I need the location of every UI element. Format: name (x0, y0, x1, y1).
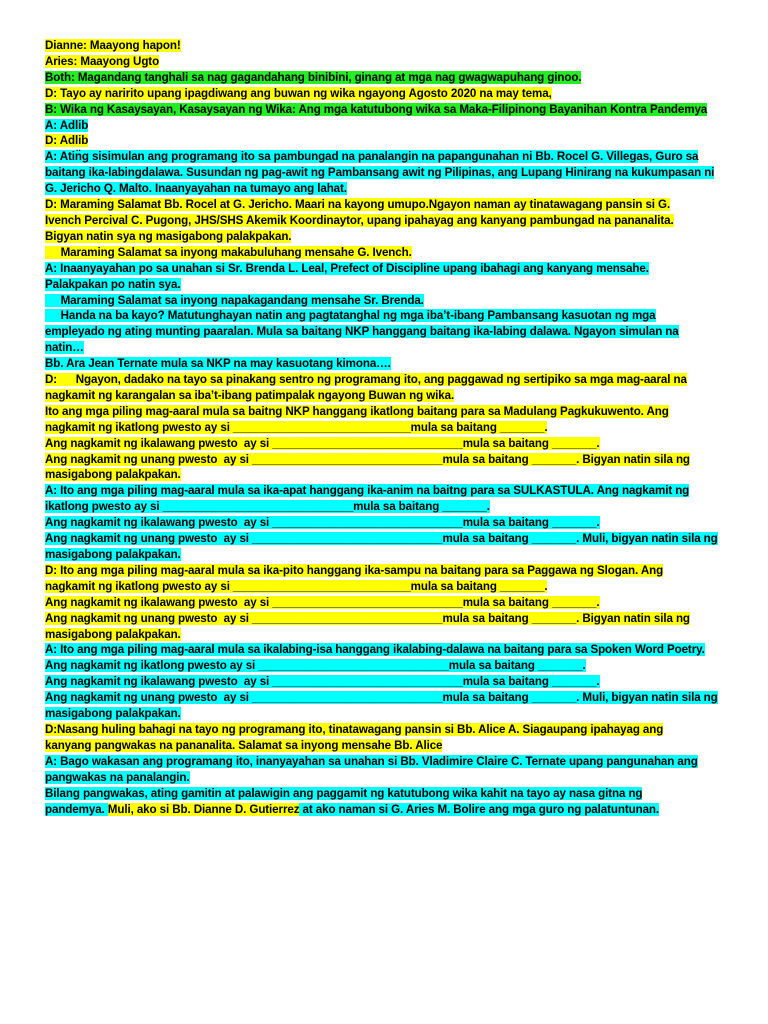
highlighted-text: Ito ang mga piling mag-aaral mula sa baitng NKP hanggang ikatlong baitang para sa Madulang Pagkukuwento. Ang (45, 404, 669, 418)
highlighted-text: G. Jericho Q. Malto. Inaanyayahan na tumayo ang lahat. (45, 182, 347, 196)
script-line (45, 261, 725, 277)
highlighted-text: D: Ngayon, dadako na tayo sa pinakang sentro ng programang ito, ang paggawad ng sertipiko sa mga mag-aaral na (45, 373, 687, 387)
highlighted-text: Ang nagkamit ng ikalawang pwesto ay si ______________________________mula sa baitang _______. (45, 436, 600, 450)
highlighted-text: Ang nagkamit ng unang pwesto ay si ______________________________mula sa baitang _______. Muli, bigyan natin sila ng (45, 691, 718, 705)
highlighted-text: nagkamit ng ikatlong pwesto ay si ____________________________mula sa baitang _______. (45, 420, 548, 434)
script-line (45, 579, 725, 595)
script-line (45, 293, 725, 309)
script-line (45, 722, 725, 738)
script-line (45, 627, 725, 643)
script-line (45, 786, 725, 802)
script-line (45, 436, 725, 452)
highlighted-text: nagkamit ng karangalan sa iba’t-ibang patimpalak ngayong Buwan ng wika. (45, 388, 455, 402)
highlighted-text: A: Atin̈g sisimulan ang programang ito sa pambungad na panalangin na papangunahan ni Bb. Rocel G. Villegas, Guro sa (45, 150, 699, 164)
highlighted-text: Maraming Salamat sa inyong napakagandang mensahe Sr. Brenda. (45, 293, 424, 307)
highlighted-text: Ivench Percival C. Pugong, JHS/SHS Akemik Koordinaytor, upang ipahayag ang kanyang pambungad na pananalita. (45, 213, 674, 227)
highlighted-text: masigabong palakpakan. (45, 627, 181, 641)
highlighted-text: Bigyan natin sya ng masigabong palakpakan. (45, 229, 292, 243)
script-line (45, 102, 725, 118)
highlighted-text: Ang nagkamit ng ikalawang pwesto ay si ______________________________mula sa baitang _______. (45, 675, 600, 689)
script-line (45, 674, 725, 690)
highlighted-text: A: Adlib (45, 118, 89, 132)
script-line (45, 658, 725, 674)
highlighted-text: masigabong palakpakan. (45, 707, 181, 721)
highlighted-text: pandemya. (45, 802, 108, 816)
script-line (45, 118, 725, 134)
script-line (45, 515, 725, 531)
script-line (45, 197, 725, 213)
highlighted-text: baitang ika-labingdalawa. Susundan ng pag-awit ng Pambansang awit ng Pilipinas, ang Lupang Hinirang na kukumpasan ni (45, 166, 715, 180)
script-line (45, 181, 725, 197)
highlighted-text: Maraming Salamat sa inyong makabuluhang mensahe G. Ivench. (45, 245, 412, 259)
script-line (45, 754, 725, 770)
script-line (45, 277, 725, 293)
script-line (45, 690, 725, 706)
script-line (45, 611, 725, 627)
highlighted-text: A: Inaanyayahan po sa unahan si Sr. Brenda L. Leal, Prefect of Discipline upang ibahagi ang kanyang mensahe. (45, 261, 649, 275)
script-line (45, 706, 725, 722)
script-line (45, 149, 725, 165)
highlighted-text: D: Maraming Salamat Bb. Rocel at G. Jericho. Maari na kayong umupo.Ngayon naman ay tinatawagang pansin si G. (45, 198, 671, 212)
script-line (45, 86, 725, 102)
script-line (45, 499, 725, 515)
highlighted-text: at ako naman si G. Aries M. Bolire ang mga guro ng palatuntunan. (299, 802, 660, 816)
highlighted-text: Muli, ako si Bb. Dianne D. Gutierrez (107, 802, 300, 816)
script-line (45, 245, 725, 261)
highlighted-text: Dianne: Maayong hapon! (45, 39, 181, 52)
script-line (45, 531, 725, 547)
script-line (45, 340, 725, 356)
script-line (45, 356, 725, 372)
script-line (45, 70, 725, 86)
highlighted-text: D: Tayo ay naririto upang ipagdiwang ang buwan ng wika ngayong Agosto 2020 na may tema, (45, 86, 552, 100)
script-line (45, 229, 725, 245)
highlighted-text: Both: Magandang tanghali sa nag gagandahang binibini, ginang at mga nag gwagwapuhang ginoo. (45, 70, 582, 84)
script-line (45, 595, 725, 611)
script-line (45, 452, 725, 468)
script-line (45, 308, 725, 324)
script-line (45, 388, 725, 404)
highlighted-text: Ang nagkamit ng unang pwesto ay si ______________________________mula sa baitang _______. Muli, bigyan natin sila ng (45, 532, 718, 546)
highlighted-text: pangwakas na panalangin. (45, 770, 190, 784)
highlighted-text: masigabong palakpakan. (45, 548, 181, 561)
highlighted-text: ikatlong pwesto ay si ______________________________mula sa baitang _______. (45, 500, 490, 514)
highlighted-text: Ang nagkamit ng unang pwesto ay si ______________________________mula sa baitang _______. Bigyan natin sila ng (45, 452, 690, 466)
highlighted-text: D:Nasang huling bahagi na tayo ng programang ito, tinatawagang pansin si Bb. Alice A. Siagaupang ipahayag ang (45, 722, 664, 736)
highlighted-text: A: Bago wakasan ang programang ito, inanyayahan sa unahan si Bb. Vladimire Claire C. Ternate upang pangunahan ang (45, 754, 698, 768)
highlighted-text: A: Ito ang mga piling mag-aaral mula sa ika-apat hanggang ika-anim na baitng para sa SULKASTULA. Ang nagkamit ng (45, 484, 690, 498)
script-line (45, 324, 725, 340)
script-line (45, 547, 725, 563)
highlighted-text: masigabong palakpakan. (45, 468, 181, 482)
script-line (45, 404, 725, 420)
script-line (45, 467, 725, 483)
script-line (45, 38, 725, 54)
script-line (45, 483, 725, 499)
highlighted-text: Ang nagkamit ng ikalawang pwesto ay si ______________________________mula sa baitang _______. (45, 595, 600, 609)
highlighted-text: empleyado ng ating munting paaralan. Mula sa baitang NKP hanggang baitang ika-labing dalawa. Ngayon simulan na (45, 325, 679, 339)
highlighted-text: B: Wika ng Kasaysayan, Kasaysayan ng Wika: Ang mga katutubong wika sa Maka-Filipinong Bayanihan Kontra Pandemya (45, 102, 708, 116)
highlighted-text: nagkamit ng ikatlong pwesto ay si ____________________________mula sa baitang _______. (45, 579, 548, 593)
highlighted-text: kanyang pangwakas na pananalita. Salamat sa inyong mensahe Bb. Alice (45, 738, 443, 752)
highlighted-text: natin… (45, 341, 84, 355)
highlighted-text: Bb. Ara Jean Ternate mula sa NKP na may kasuotang kimona…. (45, 357, 391, 371)
highlighted-text: Bilang pangwakas, ating gamitin at palawigin ang paggamit ng katutubong wika kahit na tayo ay nasa gitna ng (45, 786, 643, 800)
script-line (45, 563, 725, 579)
highlighted-text: Ang nagkamit ng unang pwesto ay si ______________________________mula sa baitang _______. Bigyan natin sila ng (45, 611, 690, 625)
script-line (45, 165, 725, 181)
script-line (45, 642, 725, 658)
highlighted-text: Ang nagkamit ng ikalawang pwesto ay si ______________________________mula sa baitang _______. (45, 516, 600, 530)
script-document (45, 38, 725, 817)
script-line (45, 54, 725, 70)
script-line (45, 770, 725, 786)
highlighted-text: D: Adlib (45, 134, 89, 148)
highlighted-text: Ang nagkamit ng ikatlong pwesto ay si ______________________________mula sa baitang _______. (45, 659, 586, 673)
highlighted-text: A: Ito ang mga piling mag-aaral mula sa ikalabing-isa hanggang ikalabing-dalawa na baitang para sa Spoken Word Poetry. (45, 643, 705, 657)
script-line (45, 802, 725, 818)
highlighted-text: Palakpakan po natin sya. (45, 277, 181, 291)
script-line (45, 420, 725, 436)
script-line (45, 372, 725, 388)
script-line (45, 213, 725, 229)
highlighted-text: D: Ito ang mga piling mag-aaral mula sa ika-pito hanggang ika-sampu na baitang para sa Paggawa ng Slogan. Ang (45, 563, 664, 577)
highlighted-text: Aries: Maayong Ugto (45, 54, 160, 68)
script-line (45, 738, 725, 754)
highlighted-text: Handa na ba kayo? Matutunghayan natin ang pagtatanghal ng mga iba’t-ibang Pambansang kasuotan ng mga (45, 309, 656, 323)
script-line (45, 133, 725, 149)
